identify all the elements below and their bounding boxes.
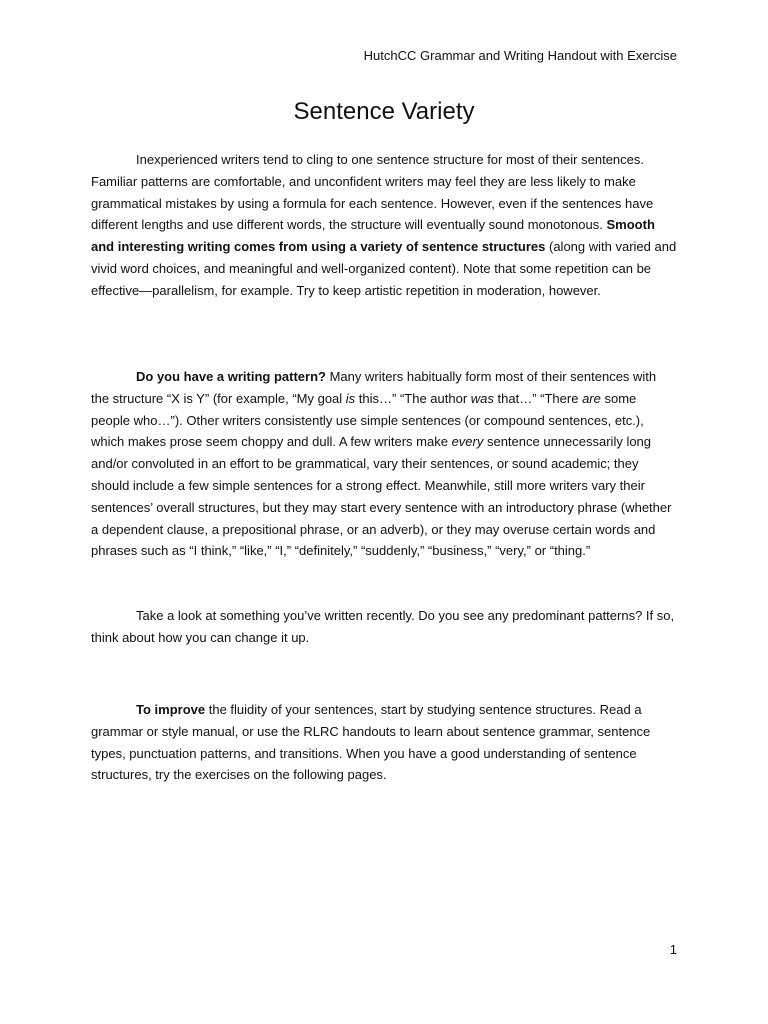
intro-text-2: (along with varied and vivid word choices, and meaningful and well-organized content). Note that some repetition can be effective—parallelism, for example. Try to keep artistic repetition in moderation, however. (91, 239, 677, 298)
page-number: 1 (669, 942, 677, 957)
writing-pattern-text-2: this…” “The author (355, 390, 471, 406)
writing-pattern-paragraph (91, 366, 677, 562)
to-improve-heading: To improve (136, 702, 206, 717)
writing-pattern-heading: Do you have a writing pattern? (136, 369, 326, 384)
to-improve-text: the fluidity of your sentences, start by studying sentence structures. Read a grammar or style manual, or use the RLRC handouts to learn about sentence grammar, sentence types, punctuation patterns, and transitions. When you have a good understanding of sentence structures, try the exercises on the following pages. (91, 702, 651, 783)
to-improve-paragraph (91, 699, 677, 786)
emphasis-are: are (582, 390, 601, 406)
writing-pattern-text-3: that…” “There (493, 390, 583, 406)
page-title: Sentence Variety (293, 98, 475, 125)
writing-pattern-text-5: sentence unnecessarily long and/or convoluted in an effort to be grammatical, vary their sentences, or sound academic; they should include a few simple sentences for a strong effect. Meanwhile, still more writers vary their sentences’ overall structures, but they may start every sentence with an introductory phrase (whether a dependent clause, a prepositional phrase, or an adverb), or they may overuse certain words and phrases such as “I think,” “like,” “I,” “definitely,” “suddenly,” “business,” “very,” or “thing.” (91, 434, 672, 559)
take-a-look-paragraph: Take a look at something you’ve written recently. Do you see any predominant patterns? If so, think about how you can change it up. (91, 608, 675, 645)
running-header: HutchCC Grammar and Writing Handout with Exercise (363, 48, 677, 63)
intro-paragraph (91, 149, 677, 302)
intro-text-1: Inexperienced writers tend to cling to one sentence structure for most of their sentences. Familiar patterns are comfortable, and unconfident writers may feel they are less likely to make grammatical mistakes by using a formula for each sentence. However, even if the sentences have different lengths and use different words, the structure will eventually sound monotonous. (91, 152, 654, 233)
emphasis-every: every (451, 434, 484, 450)
emphasis-is: is (345, 390, 356, 406)
writing-pattern-text-1: Many writers habitually form most of their sentences with the structure “X is Y” (for example, “My goal (91, 369, 657, 406)
writing-pattern-text-4: some people who…”). Other writers consistently use simple sentences (or compound sentences, etc.), which makes prose seem choppy and dull. A few writers make (91, 390, 644, 450)
intro-bold-text: Smooth and interesting writing comes from using a variety of sentence structures (91, 217, 655, 255)
emphasis-was: was (470, 390, 494, 406)
